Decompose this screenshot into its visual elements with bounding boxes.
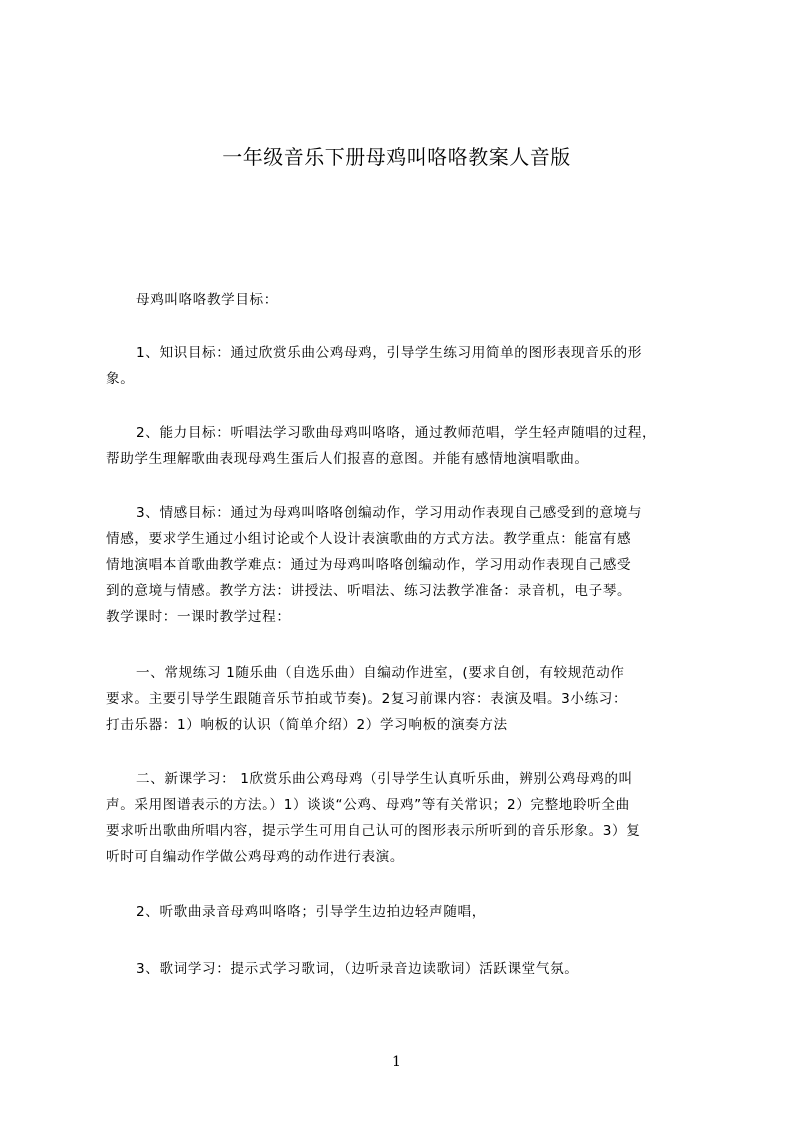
text-line: 情感，要求学生通过小组讨论或个人设计表演歌曲的方式方法。教学重点：能富有感 <box>106 531 632 547</box>
text-line: 教学课时：一课时教学过程： <box>106 609 291 625</box>
paragraph-lyrics-learning <box>106 956 711 982</box>
paragraph-routine-practice <box>106 660 711 738</box>
paragraph-emotion-goal <box>106 500 711 630</box>
text-line: 二、新课学习： 1欣赏乐曲公鸡母鸡（引导学生认真听乐曲，辨别公鸡母鸡的叫 <box>136 771 633 787</box>
text-line: 声。采用图谱表示的方法。）1）谈谈“公鸡、母鸡”等有关常识；2）完整地聆听全曲 <box>106 797 630 813</box>
text-line: 2、听歌曲录音母鸡叫咯咯；引导学生边拍边轻声随唱， <box>136 904 486 920</box>
paragraph-objectives-heading <box>106 287 711 313</box>
text-line: 母鸡叫咯咯教学目标： <box>136 292 278 308</box>
document-title: 一年级音乐下册母鸡叫咯咯教案人音版 <box>222 145 571 169</box>
paragraph-new-lesson <box>106 766 711 870</box>
text-line: 听时可自编动作学做公鸡母鸡的动作进行表演。 <box>106 849 405 865</box>
paragraph-ability-goal <box>106 420 711 472</box>
text-line: 3、歌词学习：提示式学习歌词，（边听录音边读歌词）活跃课堂气氛。 <box>136 961 579 977</box>
text-line: 到的意境与情感。教学方法：讲授法、听唱法、练习法教学准备：录音机，电子琴。 <box>106 583 632 599</box>
text-line: 3、情感目标：通过为母鸡叫咯咯创编动作，学习用动作表现自己感受到的意境与 <box>136 505 643 521</box>
text-line: 2、能力目标：听唱法学习歌曲母鸡叫咯咯，通过教师范唱，学生轻声随唱的过程， <box>136 425 657 441</box>
paragraph-listen-song <box>106 899 711 925</box>
text-line: 要求听出歌曲所唱内容，提示学生可用自己认可的图形表示所听到的音乐形象。3）复 <box>106 823 641 839</box>
paragraph-knowledge-goal <box>106 340 711 392</box>
text-line: 打击乐器：1）响板的认识（简单介绍）2）学习响板的演奏方法 <box>106 717 508 733</box>
text-line: 一、常规练习 1随乐曲（自选乐曲）自编动作进室，(要求自创，有较规范动作 <box>136 665 625 681</box>
page-number: 1 <box>392 1054 401 1070</box>
text-line: 1、知识目标：通过欣赏乐曲公鸡母鸡，引导学生练习用简单的图形表现音乐的形 <box>136 345 643 361</box>
text-line: 帮助学生理解歌曲表现母鸡生蛋后人们报喜的意图。并能有感情地演唱歌曲。 <box>106 451 589 467</box>
text-line: 情地演唱本首歌曲教学难点：通过为母鸡叫咯咯创编动作，学习用动作表现自己感受 <box>106 557 632 573</box>
text-line: 要求。主要引导学生跟随音乐节拍或节奏)。2复习前课内容：表演及唱。3小练习： <box>106 691 628 707</box>
text-line: 象。 <box>106 371 135 387</box>
